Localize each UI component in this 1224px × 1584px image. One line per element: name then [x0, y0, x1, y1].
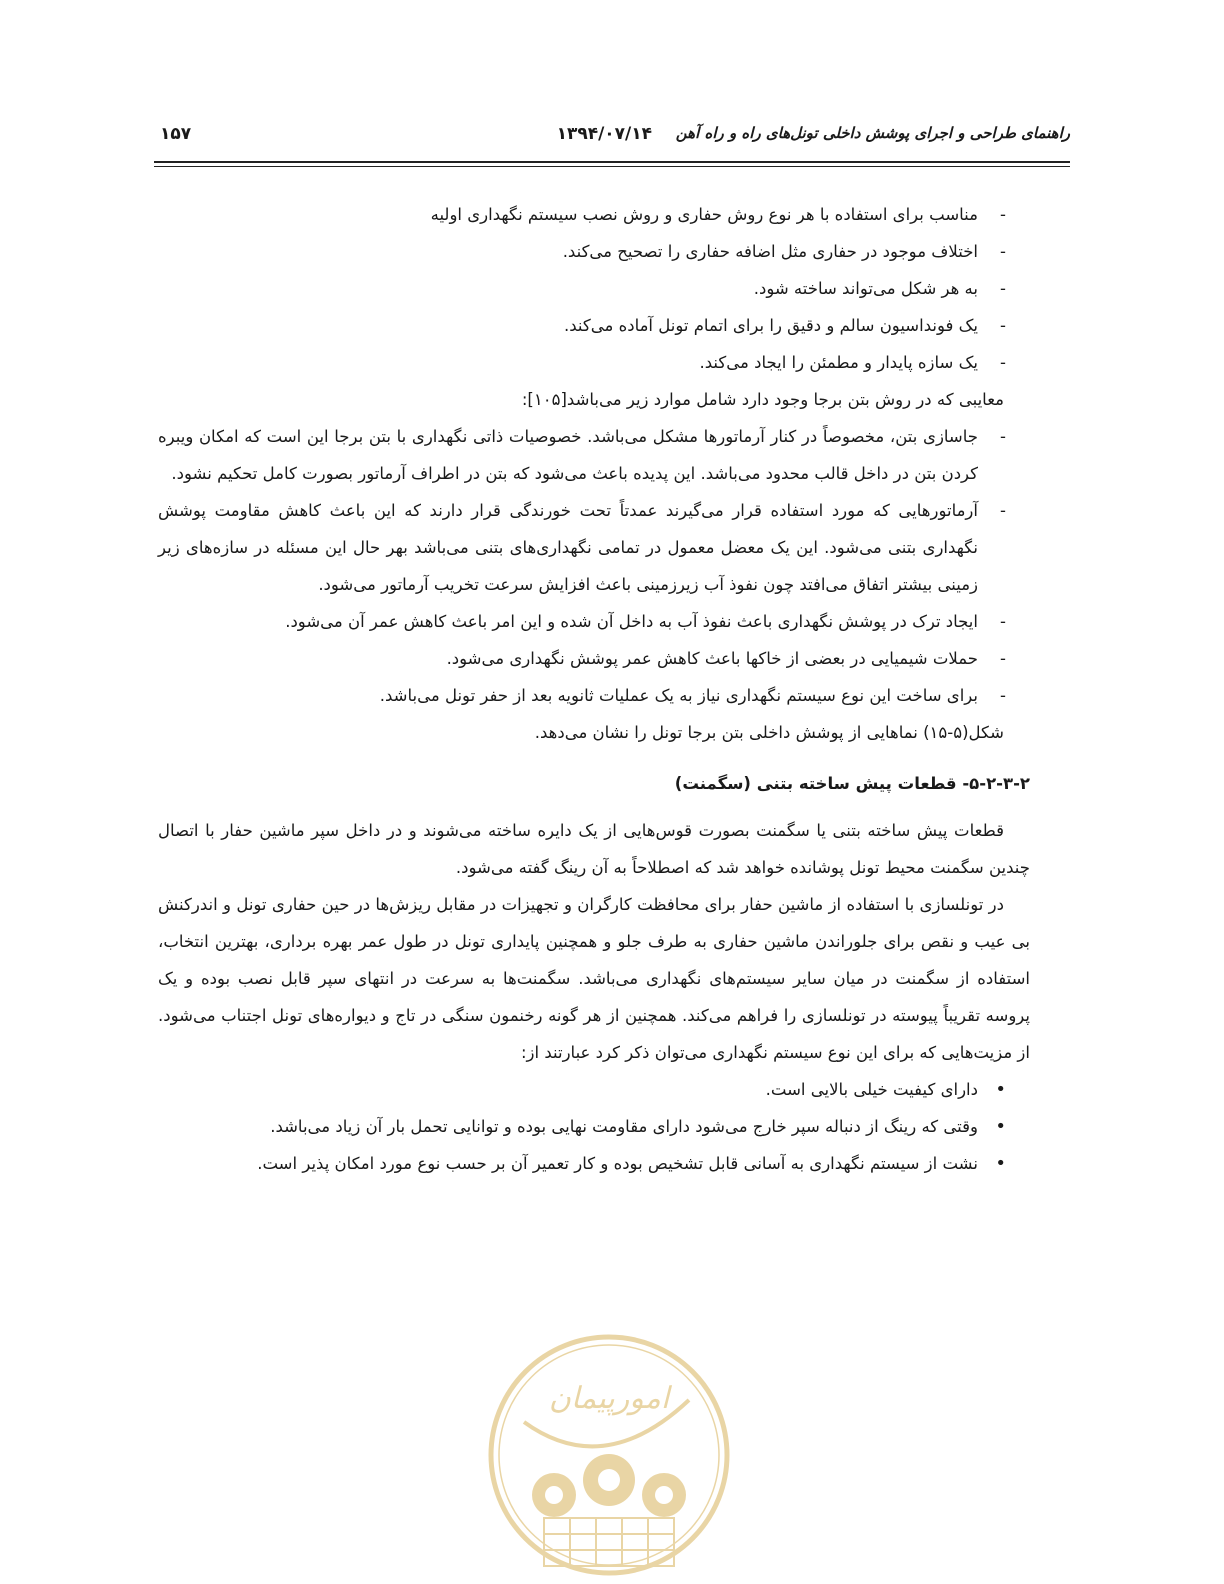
grid-icon: [544, 1518, 674, 1566]
list-item: • دارای کیفیت خیلی بالایی است.: [158, 1071, 1030, 1108]
running-title: راهنمای طراحی و اجرای پوشش داخلی تونل‌های راه و راه آهن: [675, 124, 1070, 142]
segment-advantages-list: [158, 1071, 1030, 1182]
list-item: - یک فونداسیون سالم و دقیق را برای اتمام تونل آماده می‌کند.: [158, 307, 1030, 344]
disadvantages-intro: معایبی که در روش بتن برجا وجود دارد شامل موارد زیر می‌باشد[۱۰۵]:: [521, 390, 1004, 409]
page-body: [158, 196, 1030, 1182]
seal-text: امورپیمان: [548, 1381, 670, 1416]
header-date: ۱۳۹۴/۰۷/۱۴: [556, 124, 652, 144]
header-rule-thin: [154, 166, 1070, 167]
figure-reference: شکل(۵-۱۵) نماهایی از پوشش داخلی بتن برجا تونل را نشان می‌دهد.: [534, 723, 1004, 742]
paragraph: قطعات پیش ساخته بتنی یا سگمنت بصورت قوس‌هایی از یک دایره ساخته می‌شوند و در داخل سپر ماشین حفار با اتصال چندین سگمنت محیط تونل پوشانده خواهد شد که اصطلاحاً به آن رینگ گفته می‌شود.: [158, 821, 1030, 877]
list-item: • نشت از سیستم نگهداری به آسانی قابل تشخیص بوده و کار تعمیر آن بر حسب نوع مورد امکان پذیر است.: [158, 1145, 1030, 1182]
advantages-list: [158, 196, 1030, 381]
page-number: ۱۵۷: [160, 124, 192, 144]
list-item: - ایجاد ترک در پوشش نگهداری باعث نفوذ آب به داخل آن شده و این امر باعث کاهش عمر آن می‌شود.: [158, 603, 1030, 640]
list-item: - یک سازه پایدار و مطمئن را ایجاد می‌کند.: [158, 344, 1030, 381]
list-item: - جاسازی بتن، مخصوصاً در کنار آرماتورها مشکل می‌باشد. خصوصیات ذاتی نگهداری با بتن برجا این است که امکان ویبره کردن بتن در داخل قالب محدود می‌باشد. این پدیده باعث می‌شود که بتن در اطراف آرماتور بصورت کامل تحکیم نشود.: [158, 418, 1030, 492]
list-item: - برای ساخت این نوع سیستم نگهداری نیاز به یک عملیات ثانویه بعد از حفر تونل می‌باشد.: [158, 677, 1030, 714]
header-rule-thick: [154, 161, 1070, 163]
section-heading: ۵-۲-۳-۲- قطعات پیش ساخته بتنی (سگمنت): [674, 774, 1030, 793]
watermark-seal: [484, 1330, 734, 1584]
list-item: - حملات شیمیایی در بعضی از خاکها باعث کاهش عمر پوشش نگهداری می‌شود.: [158, 640, 1030, 677]
page-header: [154, 118, 1070, 158]
list-item: - اختلاف موجود در حفاری مثل اضافه حفاری را تصحیح می‌کند.: [158, 233, 1030, 270]
list-item: - به هر شکل می‌تواند ساخته شود.: [158, 270, 1030, 307]
paragraph: در تونلسازی با استفاده از ماشین حفار برای محافظت کارگران و تجهیزات در مقابل ریزش‌ها در حین حفاری تونل و اندرکنش بی عیب و نقص برای جلوراندن ماشین حفاری به طرف جلو و همچنین پایداری تونل در طول عمر بهره برداری، بهترین انتخاب، استفاده از سگمنت در میان سایر سیستم‌های نگهداری می‌باشد. سگمنت‌ها به سرعت در انتهای سپر قابل نصب بوده و یک پروسه تقریباً پیوسته در تونلسازی را فراهم می‌کند. همچنین از هر گونه رخنمون سنگی در تاج و دیواره‌های تونل اجتناب می‌شود. از مزیت‌هایی که برای این نوع سیستم نگهداری می‌توان ذکر کرد عبارتند از:: [158, 895, 1030, 1062]
disadvantages-list: [158, 418, 1030, 714]
list-item: - آرماتورهایی که مورد استفاده قرار می‌گیرند عمدتاً تحت خورندگی قرار دارند که این باعث کاهش مقاومت پوشش نگهداری بتنی می‌شود. این یک معضل معمول در تمامی نگهداری‌های بتنی می‌باشد بهر حال این مسئله در سازه‌های زیر زمینی بیشتر اتفاق می‌افتد چون نفوذ آب زیرزمینی باعث افزایش سرعت تخریب آرماتور می‌شود.: [158, 492, 1030, 603]
list-item: - مناسب برای استفاده با هر نوع روش حفاری و روش نصب سیستم نگهداری اولیه: [158, 196, 1030, 233]
list-item: • وقتی که رینگ از دنباله سپر خارج می‌شود دارای مقاومت نهایی بوده و توانایی تحمل بار آن زیاد می‌باشد.: [158, 1108, 1030, 1145]
